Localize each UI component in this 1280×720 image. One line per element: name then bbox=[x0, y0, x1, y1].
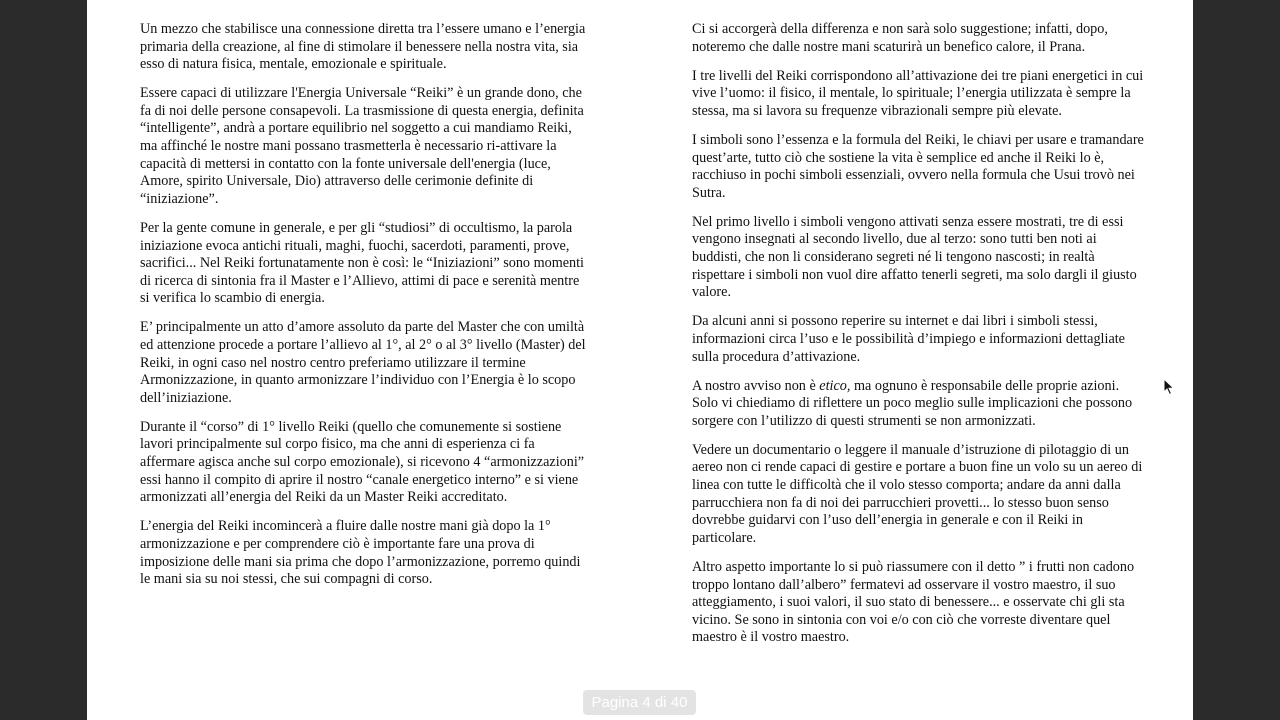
paragraph: I simboli sono l’essenza e la formula del Reiki, le chiavi per usare e tramandare quest’arte, tutto ciò che sostiene la vita è semplice ed anche il Reiki lo è, racchiuso in pochi simboli essenziali, ovvero nella formula che Usui trovò nei Sutra. bbox=[692, 131, 1144, 201]
arrow-pointer-icon bbox=[1163, 378, 1175, 396]
paragraph: L’energia del Reiki incomincerà a fluire dalle nostre mani già dopo la 1° armonizzazione e per comprendere ciò è importante fare una prova di imposizione delle mani sia prima che dopo l’armonizzazione, porremo quindi le mani sia su noi stessi, che sui compagni di corso. bbox=[140, 518, 581, 588]
paragraph: Ci si accorgerà della differenza e non sarà solo suggestione; infatti, dopo, noteremo che dalle nostre mani scaturirà un benefico calore, il Prana. bbox=[692, 21, 1108, 55]
paragraph: Altro aspetto importante lo si può riassumere con il detto ” i frutti non cadono troppo lontano dall’albero” fermatevi ad osservare il vostro maestro, il suo atteggiamento, i suoi valori, il suo stato di benessere... e osservate chi gli sta vicino. Se sono in sintonia con voi e/o con ciò che vorreste diventare quel maestro è il vostro maestro. bbox=[692, 558, 1135, 646]
paragraph: Da alcuni anni si possono reperire su internet e dai libri i simboli stessi, informazioni circa l’uso e le possibilità d’impiego e informazioni dettagliate sulla procedura d’attivazione. bbox=[692, 313, 1125, 365]
paragraph: Durante il “corso” di 1° livello Reiki (quello che comunemente si sostiene lavori principalmente sul corpo fisico, ma che anni di esperienza ci fa affermare agisca anche sul corpo emozionale), si ricevono 4 “armonizzazioni” essi hanno il compito di aprire il nostro “canale energetico interno” e si viene armonizzati all’energia del Reiki da un Master Reiki accreditato. bbox=[140, 418, 585, 506]
right-column bbox=[692, 21, 1148, 658]
paragraph-text: A nostro avviso non è bbox=[692, 377, 820, 394]
left-column bbox=[140, 21, 588, 600]
paragraph bbox=[692, 378, 1148, 431]
page-indicator: Pagina 4 di 40 bbox=[583, 690, 696, 715]
paragraph: Essere capaci di utilizzare l'Energia Universale “Reiki” è un grande dono, che fa di noi delle persone consapevoli. La trasmissione di questa energia, definita “intelligente”, andrà a portare equilibrio nel soggetto a cui mandiamo Reiki, ma affinché le nostre mani possano trasmetterla è necessario ri-attivare la capacità di mettersi in contatto con la fonte universale dell'energia (luce, Amore, spirito Universale, Dio) attraverso delle cerimonie definite di “iniziazione”. bbox=[140, 85, 584, 207]
paragraph: E’ principalmente un atto d’amore assoluto da parte del Master che con umiltà ed attenzione procede a portare l’allievo al 1°, al 2° o al 3° livello (Master) del Reiki, in ogni caso nel nostro centro preferiamo utilizzare il termine Armonizzazione, in quanto armonizzare l’individuo con l’Energia è lo scopo dell’iniziazione. bbox=[140, 319, 586, 406]
paragraph-text: ma ognuno è responsabile delle proprie azioni. Solo vi chiediamo di riflettere un poco meglio sulle implicazioni che possono sorgere con l’utilizzo di questi strumenti se non armonizzati. bbox=[692, 377, 1133, 429]
paragraph: Un mezzo che stabilisce una connessione diretta tra l’essere umano e l’energia primaria della creazione, al fine di stimolare il benessere nella nostra vita, sia esso di natura fisica, mentale, emozionale e spirituale. bbox=[140, 21, 586, 73]
emphasis-text: etico, bbox=[819, 377, 851, 394]
paragraph: Per la gente comune in generale, e per gli “studiosi” di occultismo, la parola iniziazione evoca antichi rituali, maghi, fuochi, sacerdoti, paramenti, prove, sacrifici... Nel Reiki fortunatamente non è così: le “Iniziazioni” sono momenti di ricerca di sintonia fra il Master e l’Allievo, attimi di pace e serenità mentre si verifica lo scambio di energia. bbox=[140, 219, 585, 307]
paragraph: Vedere un documentario o leggere il manuale d’istruzione di pilotaggio di un aereo non ci rende capaci di gestire e portare a buon fine un volo su un aereo di linea con tutte le difficoltà che il volo stesso comporta; andare da anni dalla parrucchiera non fa di noi dei parrucchieri provetti... lo stesso buon senso dovrebbe guidarvi con l’uso dell’energia in generale e con il Reiki in particolare. bbox=[692, 441, 1143, 546]
paragraph: Nel primo livello i simboli vengono attivati senza essere mostrati, tre di essi vengono insegnati al secondo livello, due al terzo: sono tutti ben noti ai buddisti, che non li considerano segreti né li tengono nascosti; in realtà rispettare i simboli non vuol dire affatto tenerli segreti, ma solo dargli il giusto valore. bbox=[692, 213, 1137, 301]
paragraph: I tre livelli del Reiki corrispondono all’attivazione dei tre piani energetici in cui vive l’uomo: il fisico, il mentale, lo spirituale; l’energia utilizzata è sempre la stessa, ma si lavora su frequenze vibrazionali sempre più elevate. bbox=[692, 67, 1144, 119]
